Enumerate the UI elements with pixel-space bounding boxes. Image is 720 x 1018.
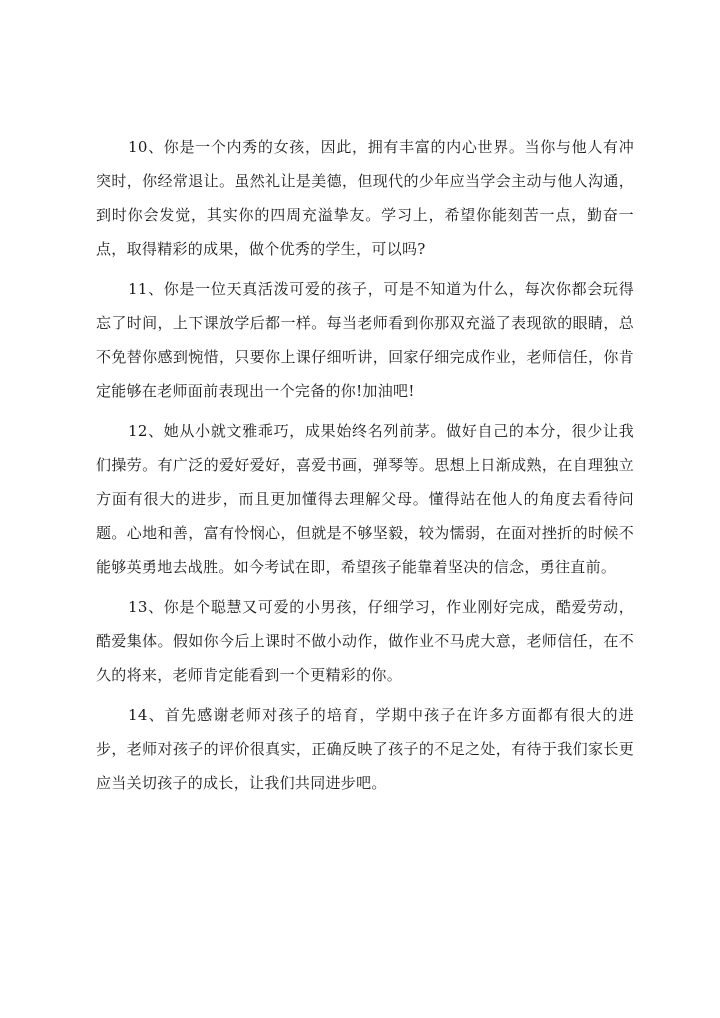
paragraph-11: 11、你是一位天真活泼可爱的孩子，可是不知道为什么，每次你都会玩得忘了时间，上下课放学后都一样。每当老师看到你那双充溢了表现欲的眼睛，总不免替你感到惋惜，只要你上课仔细听讲，回家仔细完成作业，老师信任，你肯定能够在老师面前表现出一个完备的你!加油吧! [96,280,634,400]
paragraph-13: 13、你是个聪慧又可爱的小男孩，仔细学习，作业刚好完成，酷爱劳动，酷爱集体。假如你今后上课时不做小动作，做作业不马虎大意，老师信任，在不久的将来，老师肯定能看到一个更精彩的你。 [96,598,634,684]
paragraph-10: 10、你是一个内秀的女孩，因此，拥有丰富的内心世界。当你与他人有冲突时，你经常退让。虽然礼让是美德，但现代的少年应当学会主动与他人沟通，到时你会发觉，其实你的四周充溢挚友。学习上，希望你能刻苦一点，勤奋一点，取得精彩的成果，做个优秀的学生，可以吗? [96,138,634,258]
document-body [96,130,634,806]
paragraph-14: 14、首先感谢老师对孩子的培育，学期中孩子在许多方面都有很大的进步，老师对孩子的评价很真实，正确反映了孩子的不足之处，有待于我们家长更应当关切孩子的成长，让我们共同进步吧。 [96,706,634,792]
paragraph-12: 12、她从小就文雅乖巧，成果始终名列前茅。做好自己的本分，很少让我们操劳。有广泛的爱好爱好，喜爱书画，弹琴等。思想上日渐成熟，在自理独立方面有很大的进步，而且更加懂得去理解父母。懂得站在他人的角度去看待问题。心地和善，富有怜悯心，但就是不够坚毅，较为懦弱，在面对挫折的时候不能够英勇地去战胜。如今考试在即，希望孩子能靠着坚决的信念，勇往直前。 [96,422,634,576]
